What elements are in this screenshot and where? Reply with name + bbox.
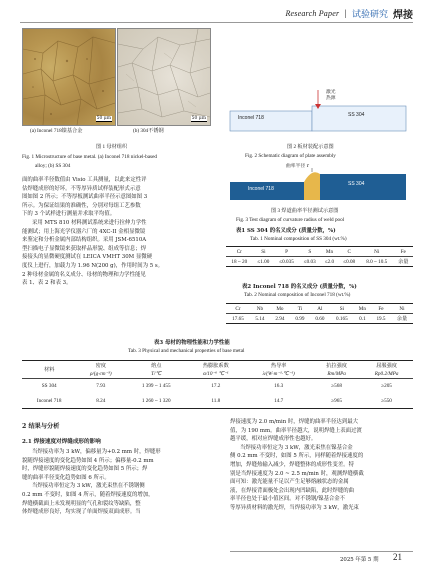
t3-r0c5: ≥568 bbox=[331, 383, 342, 390]
header-rule bbox=[20, 22, 413, 23]
r-line-10: 等厚异质材料的激光焊，当焊接功率为 3 kW，激光束 bbox=[230, 504, 359, 511]
t2-c7: 19.5 bbox=[376, 315, 386, 322]
t1-h5: C bbox=[347, 248, 351, 255]
r-line-6: 别是当焊接速度为 2.0 ~ 2.5 m/min 时，观测焊缝横截 bbox=[230, 470, 364, 477]
footer-issue: 2025 年第 5 期 bbox=[340, 557, 379, 563]
t3-r1c4: 14.7 bbox=[274, 397, 284, 404]
s2-line-6: 焊缝横截面上未发现明显的气孔和裂纹等缺陷，整 bbox=[22, 500, 141, 507]
t3-r0c4: 16.3 bbox=[274, 383, 284, 390]
curvature-svg bbox=[226, 164, 411, 204]
t2-h8: Ni bbox=[399, 305, 405, 312]
journal-logo: 焊接 bbox=[393, 9, 413, 21]
t1-c6: 8.0 ~ 10.5 bbox=[366, 258, 388, 265]
para1-line-3: 所示。为保证结果的准确性，分别对每组工艺参数 bbox=[22, 202, 141, 209]
t1-h3: S bbox=[308, 248, 312, 255]
r-line-2: 越平缓，相对应焊缝成形性也越好。 bbox=[230, 436, 317, 443]
fig1-caption-en-1: Fig. 1 Microstructure of base metal. (a) Inconel 718 nickel-based bbox=[22, 154, 157, 160]
t3-h5: 抗拉强度 bbox=[326, 362, 347, 369]
t2-h2: Mo bbox=[276, 305, 284, 312]
fig2-caption-en: Fig. 2 Schematic diagram of plate assembly bbox=[245, 153, 336, 159]
s2-line-2: 时，焊缝形貌随焊接速度的变化趋势如图 5 所示；焊 bbox=[22, 466, 148, 473]
inconel-plate bbox=[230, 111, 312, 131]
austenite-grains bbox=[118, 29, 210, 125]
s2-line-5: 0.2 mm 不变时，如图 4 所示，随着焊接速度的增加， bbox=[22, 491, 154, 498]
table1-title-cn: 表1 SS 304 的名义成分 (质量分数，%) bbox=[236, 228, 336, 234]
fig1-caption-cn: 图 1 母材组织 bbox=[96, 144, 128, 150]
fig1-label-a: (a) Inconel 718镍基合金 bbox=[30, 128, 83, 134]
t3-h2: 熔点 bbox=[151, 362, 162, 369]
t2-c1: 5.14 bbox=[255, 315, 265, 322]
scale-bar-b: 50 μm bbox=[191, 116, 206, 121]
para2-line-5: 度仪上进行，加载力为 1.96 N(200 g)，作用时间为 5 s。 bbox=[22, 262, 164, 269]
para2-line-0: 采用 MTS 810 材料测试系统来进行拉伸力学性 bbox=[32, 219, 147, 226]
table3-title-en: Tab. 3 Physical and mechanical properties of base metal bbox=[128, 348, 245, 354]
para1-line-4: 下的 3 个试样进行测量并求取平均值。 bbox=[22, 211, 116, 218]
t1-h2: P bbox=[285, 248, 289, 255]
t2-c4: 0.60 bbox=[315, 315, 325, 322]
section2-1-heading: 2.1 焊接速度对焊缝成形的影响 bbox=[22, 439, 101, 445]
t2-c2: 2.94 bbox=[275, 315, 285, 322]
r-line-0: 焊接速度为 2.0 m/min 时，焊缝的曲率半径达到最大 bbox=[230, 419, 358, 425]
t2-h7: Fe bbox=[378, 305, 384, 312]
para2-line-2: 来鉴定和分析金属内部结构组织。采用 JSM-6510A bbox=[22, 237, 147, 244]
t1-h1: Si bbox=[261, 248, 266, 255]
fig3-caption-en: Fig. 3 Test diagram of curvature radius of weld pool bbox=[236, 217, 345, 223]
r-line-1: 值，为 190 mm。曲率半径越大，说明焊缝上表面过渡 bbox=[230, 427, 362, 434]
fig2-inconel-label: Inconel 718 bbox=[238, 115, 264, 121]
scale-bar-a: 50 μm bbox=[96, 116, 111, 121]
r-line-8: 液，在焊接背面极处会出现内凹缺陷，此时焊缝的曲 bbox=[230, 487, 354, 494]
table3-title-cn: 表3 母材的物理性能和力学性能 bbox=[154, 340, 230, 346]
fig2-caption-cn: 图 2 板材装配示意图 bbox=[287, 144, 334, 150]
t3-h0: 材料 bbox=[44, 367, 55, 373]
t1-h7: Fe bbox=[400, 248, 406, 255]
laser-label-1: 激光 bbox=[326, 90, 336, 95]
fig3-ss304-plate bbox=[312, 174, 406, 200]
left-column-text bbox=[22, 176, 220, 288]
fig3-caption-cn: 图 3 焊道曲率半径测试示意图 bbox=[271, 208, 339, 214]
t3-h3: 热膨胀系数 bbox=[202, 362, 229, 369]
table1-title-en: Tab. 1 Nominal composition of SS 304 (wt.%) bbox=[250, 236, 347, 242]
table2-title-cn: 表2 Inconel 718 的名义成分 (质量分数，%) bbox=[242, 284, 357, 290]
para2-line-6: 2 种母材金属的名义成分、母材的物理和力学性能见 bbox=[22, 271, 146, 278]
t1-h0: Cr bbox=[236, 248, 242, 255]
fig1-label-b: (b) 304不锈钢 bbox=[133, 128, 164, 134]
grain-boundaries bbox=[23, 29, 115, 125]
para2-line-7: 表 1、表 2 和表 3。 bbox=[22, 280, 72, 287]
fig2-laser-label bbox=[326, 90, 336, 102]
t3-u5: Rm/MPa bbox=[327, 370, 346, 377]
t2-h5: Si bbox=[339, 305, 345, 312]
t2-h0: Cr bbox=[235, 305, 241, 312]
t3-h6: 屈服强度 bbox=[376, 362, 397, 369]
t3-r0c2: 1 399 ~ 1 455 bbox=[141, 383, 171, 390]
fig3-inconel-label: Inconel 718 bbox=[248, 186, 274, 192]
table1-data-row bbox=[226, 257, 413, 267]
para1-line-2: 图如图 2 所示；不等厚板测试曲率半径示意图如图 3 bbox=[22, 194, 148, 201]
t1-c3: ≤0.03 bbox=[303, 258, 316, 265]
t1-c4: ≤2.0 bbox=[324, 258, 335, 265]
laser-label-2: 热源 bbox=[326, 96, 336, 101]
s2-line-3: 缝的曲率半径变化趋势如图 6 所示。 bbox=[22, 474, 110, 481]
t3-u2: T/℃ bbox=[151, 370, 162, 377]
t2-h3: Ti bbox=[297, 305, 303, 312]
r-line-4: 侧 0.2 mm 不变时，如图 5 所示，同样随着焊接速度的 bbox=[230, 453, 364, 460]
s2-line-4: 当焊接功率恒定为 3 kW，激光束焦在不锈钢侧 bbox=[32, 483, 145, 490]
t3-u4: λ/(W·m⁻¹·℃⁻¹) bbox=[262, 370, 295, 377]
t1-c0: 18 ~ 20 bbox=[231, 258, 248, 265]
footer-rule bbox=[230, 551, 413, 552]
table3-header-row bbox=[22, 361, 413, 370]
fig2-diagram bbox=[226, 90, 411, 140]
t3-r0c1: 7.93 bbox=[96, 383, 106, 390]
fig3-top-label: 曲率半径 r bbox=[286, 164, 310, 169]
table3-units-row bbox=[22, 370, 413, 379]
table1 bbox=[226, 246, 413, 267]
para2-line-1: 能测试；用上海光学仪器六厂的 4XC-II 金相显微镜 bbox=[22, 228, 146, 235]
t3-r1c0: Inconel 718 bbox=[36, 397, 62, 404]
inconel-micrograph bbox=[22, 28, 116, 126]
t1-c1: ≤1.00 bbox=[257, 258, 270, 265]
weld-bead bbox=[304, 172, 320, 200]
header-english: Research Paper bbox=[285, 8, 340, 18]
t3-r0c0: SS 304 bbox=[41, 383, 57, 390]
section2-heading: 2 结果与分析 bbox=[22, 423, 60, 430]
table2-data-row bbox=[226, 314, 413, 324]
ss304-micrograph bbox=[117, 28, 211, 126]
page-number: 21 bbox=[393, 552, 402, 562]
t2-h1: Nb bbox=[256, 305, 264, 312]
t3-r0c3: 17.2 bbox=[211, 383, 221, 390]
t3-r1c3: 11.8 bbox=[211, 397, 221, 404]
t3-r1c2: 1 260 ~ 1 320 bbox=[141, 397, 171, 404]
t3-r1c1: 8.24 bbox=[96, 397, 106, 404]
t2-c5: 0.165 bbox=[336, 315, 348, 322]
fig2-ss304-label: SS 304 bbox=[348, 112, 365, 118]
t1-h6: Ni bbox=[374, 248, 380, 255]
t1-c5: ≤0.08 bbox=[343, 258, 356, 265]
s2-line-1: 貌随焊接速度的变化趋势如图 4 所示；偏移量-0.2 mm bbox=[22, 457, 154, 464]
s2-line-0: 当焊接功率为 3 kW，偏移量为+0.2 mm 时，焊缝形 bbox=[32, 449, 161, 455]
fig3-diagram bbox=[226, 164, 411, 204]
t3-u6: Rp0.2/MPa bbox=[374, 370, 399, 377]
t1-c7: 余量 bbox=[398, 259, 409, 265]
t3-r1c5: ≥965 bbox=[331, 397, 342, 404]
right-column-text bbox=[230, 418, 414, 513]
t1-h4: Mn bbox=[325, 248, 334, 255]
table2-title-en: Tab. 2 Nominal composition of Inconel 718 (wt.%) bbox=[244, 292, 351, 298]
r-line-9: 率半径也处于最小值区间。对不锈钢/镍基合金不 bbox=[230, 496, 346, 503]
table3 bbox=[22, 360, 413, 409]
para2-line-4: 接接头的显微硬度测试在 LEICA VMHT 30M 显微硬 bbox=[22, 254, 153, 261]
t2-h6: Mn bbox=[358, 305, 367, 312]
t2-c6: 0.1 bbox=[359, 315, 366, 322]
t2-c3: 0.99 bbox=[295, 315, 305, 322]
table1-header-row bbox=[226, 247, 413, 257]
r-line-3: 当焊接功率恒定为 3 kW，激光束焦在镍基合金 bbox=[240, 444, 353, 451]
s2-line-7: 体焊缝成形良好，均实现了单面焊接双面成形。当 bbox=[22, 509, 141, 516]
para2-line-3: 型扫描电子显微镜来获取样品形貌、组成等信息；焊 bbox=[22, 245, 146, 252]
fig3-ss304-label: SS 304 bbox=[348, 181, 365, 187]
header-chinese: 试验研究 bbox=[351, 9, 388, 20]
t3-h1: 密度 bbox=[95, 362, 106, 369]
ss304-plate bbox=[312, 106, 406, 131]
r-line-5: 增加，焊缝热输入减少，焊缝整体的成形性变差。特 bbox=[230, 461, 354, 468]
para1-line-0: 面的曲率半径数值由 Visio 工具测量，以此来定性评 bbox=[22, 177, 147, 183]
t3-r0c6: ≥205 bbox=[381, 383, 392, 390]
fig1-caption-en-2: alloy; (b) SS 304 bbox=[35, 163, 71, 169]
table3-row-ss304 bbox=[22, 379, 413, 394]
header-separator: | bbox=[344, 8, 347, 18]
para1-line-1: 估焊缝成形的好坏。不等厚异质试样装配形式示意 bbox=[22, 185, 141, 192]
t3-u1: ρ/(g·cm⁻³) bbox=[89, 370, 112, 377]
t2-h4: Al bbox=[317, 305, 323, 312]
t1-c2: ≤0.035 bbox=[279, 258, 294, 265]
section2-text bbox=[22, 448, 220, 517]
running-header bbox=[285, 6, 413, 20]
t3-h4: 热导率 bbox=[270, 362, 287, 369]
t3-u3: α/10⁻⁶ ℃⁻¹ bbox=[203, 370, 229, 377]
table2-header-row bbox=[226, 304, 413, 314]
t3-r1c6: ≥550 bbox=[381, 397, 392, 404]
t2-c0: 17.65 bbox=[232, 315, 244, 322]
table3-row-inconel bbox=[22, 394, 413, 409]
t2-c8: 余量 bbox=[396, 316, 408, 322]
table2 bbox=[226, 303, 413, 324]
r-line-7: 面可知：激光能量不足以产生足够熔融状态的金属 bbox=[230, 479, 349, 486]
